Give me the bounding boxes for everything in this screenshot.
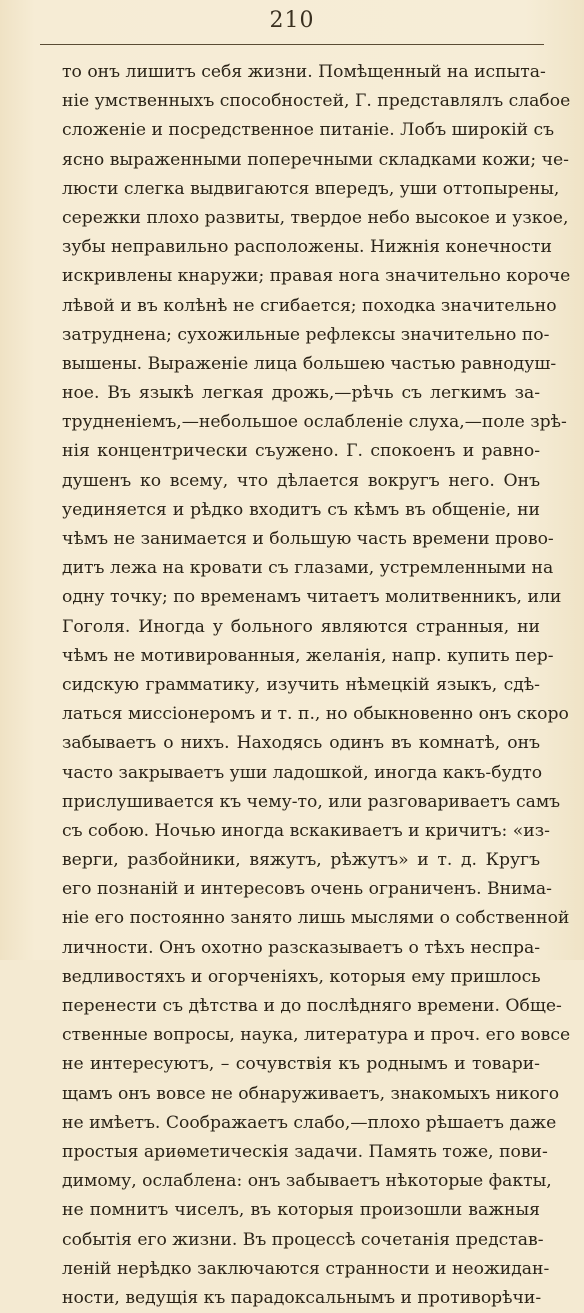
page-number: 210: [269, 8, 315, 33]
text-line: щамъ онъ вовсе не обнаруживаетъ, знакомыхъ никого: [62, 1083, 560, 1104]
text-line: перенести съ дѣтства и до послѣдняго времени. Обще-: [62, 996, 562, 1016]
text-line: одну точку; по временамъ читаетъ молитвенникъ, или: [62, 587, 562, 608]
text-line: ведливостяхъ и огорченіяхъ, которыя ему пришлось: [62, 966, 541, 987]
text-line: верги, разбойники, вяжутъ, рѣжутъ» и т. д. Кругъ: [62, 850, 540, 871]
text-line: ное. Въ языкѣ легкая дрожь,—рѣчь съ легкимъ за-: [62, 383, 540, 404]
text-line: личности. Онъ охотно разсказываетъ о тѣхъ неспра-: [62, 937, 541, 958]
text-line: ніе его постоянно занято лишь мыслями о собственной: [62, 908, 570, 929]
text-line: ясно выраженными поперечными складками кожи; че-: [62, 149, 569, 170]
text-line: съ собою. Ночью иногда вскакиваетъ и кричитъ: «из-: [62, 820, 550, 841]
text-line: его познаній и интересовъ очень ограниченъ. Внима-: [62, 879, 552, 900]
text-line: димому, ослаблена: онъ забываетъ нѣкоторые факты,: [62, 1171, 552, 1192]
text-line: сережки плохо развиты, твердое небо высокое и узкое,: [62, 207, 569, 228]
text-line: вышены. Выраженіе лица большею частью равнодуш-: [62, 353, 557, 374]
text-line: душенъ ко всему, что дѣлается вокругъ него. Онъ: [62, 470, 540, 491]
text-line: леній нерѣдко заключаются странности и неожидан-: [62, 1258, 550, 1279]
header-rule: [40, 44, 544, 45]
text-line: трудненіемъ,—небольшое ослабленіе слуха,—поле зрѣ-: [62, 412, 567, 433]
text-line: ственные вопросы, наука, литература и проч. его вовсе: [62, 1025, 571, 1046]
text-line: часто закрываетъ уши ладошкой, иногда какъ-будто: [62, 762, 543, 783]
text-line: дитъ лежа на кровати съ глазами, устремленными на: [62, 558, 554, 579]
text-line: сидскую грамматику, изучить нѣмецкій языкъ, сдѣ-: [62, 674, 540, 695]
text-line: лѣвой и въ колѣнѣ не сгибается; походка значительно: [62, 295, 557, 316]
text-line: ности, ведущія къ парадоксальнымъ и противорѣчи-: [62, 1287, 542, 1308]
text-line: забываетъ о нихъ. Находясь одинъ въ комнатѣ, онъ: [62, 733, 540, 754]
text-line: ніе умственныхъ способностей, Г. представлялъ слабое: [62, 91, 571, 112]
text-line: люсти слегка выдвигаются впередъ, уши оттопырены,: [62, 178, 560, 199]
text-line: зубы неправильно расположены. Нижнія конечности: [62, 237, 552, 258]
text-line: то онъ лишитъ себя жизни. Помѣщенный на испыта-: [62, 62, 546, 82]
text-line: событія его жизни. Въ процессѣ сочетанія представ-: [62, 1229, 544, 1250]
text-line: затруднена; сухожильные рефлексы значительно по-: [62, 324, 550, 345]
text-line: латься миссіонеромъ и т. п., но обыкновенно онъ скоро: [62, 704, 569, 725]
text-line: сложеніе и посредственное питаніе. Лобъ широкій съ: [62, 120, 555, 141]
body-text: [62, 58, 571, 1313]
text-line: Гоголя. Иногда у больного являются странныя, ни: [62, 616, 540, 637]
text-line: чѣмъ не занимается и большую часть времени прово-: [62, 529, 554, 549]
text-line: искривлены кнаружи; правая нога значительно короче: [62, 266, 571, 287]
text-line: прислушивается къ чему-то, или разговариваетъ самъ: [62, 791, 561, 812]
text-line: не интересуютъ, – сочувствія къ роднымъ и товари-: [62, 1054, 540, 1075]
text-line: не помнитъ чиселъ, въ которыя произошли важныя: [62, 1200, 540, 1221]
text-line: не имѣетъ. Соображаетъ слабо,—плохо рѣшаетъ даже: [62, 1112, 557, 1133]
text-line: нія концентрически съужено. Г. спокоенъ и равно-: [62, 441, 540, 462]
text-line: чѣмъ не мотивированныя, желанія, напр. купить пер-: [62, 645, 554, 666]
text-line: простыя ариѳметическія задачи. Память тоже, пови-: [62, 1141, 548, 1162]
text-line: уединяется и рѣдко входитъ съ кѣмъ въ общеніе, ни: [62, 499, 540, 520]
page-header: [0, 0, 584, 50]
